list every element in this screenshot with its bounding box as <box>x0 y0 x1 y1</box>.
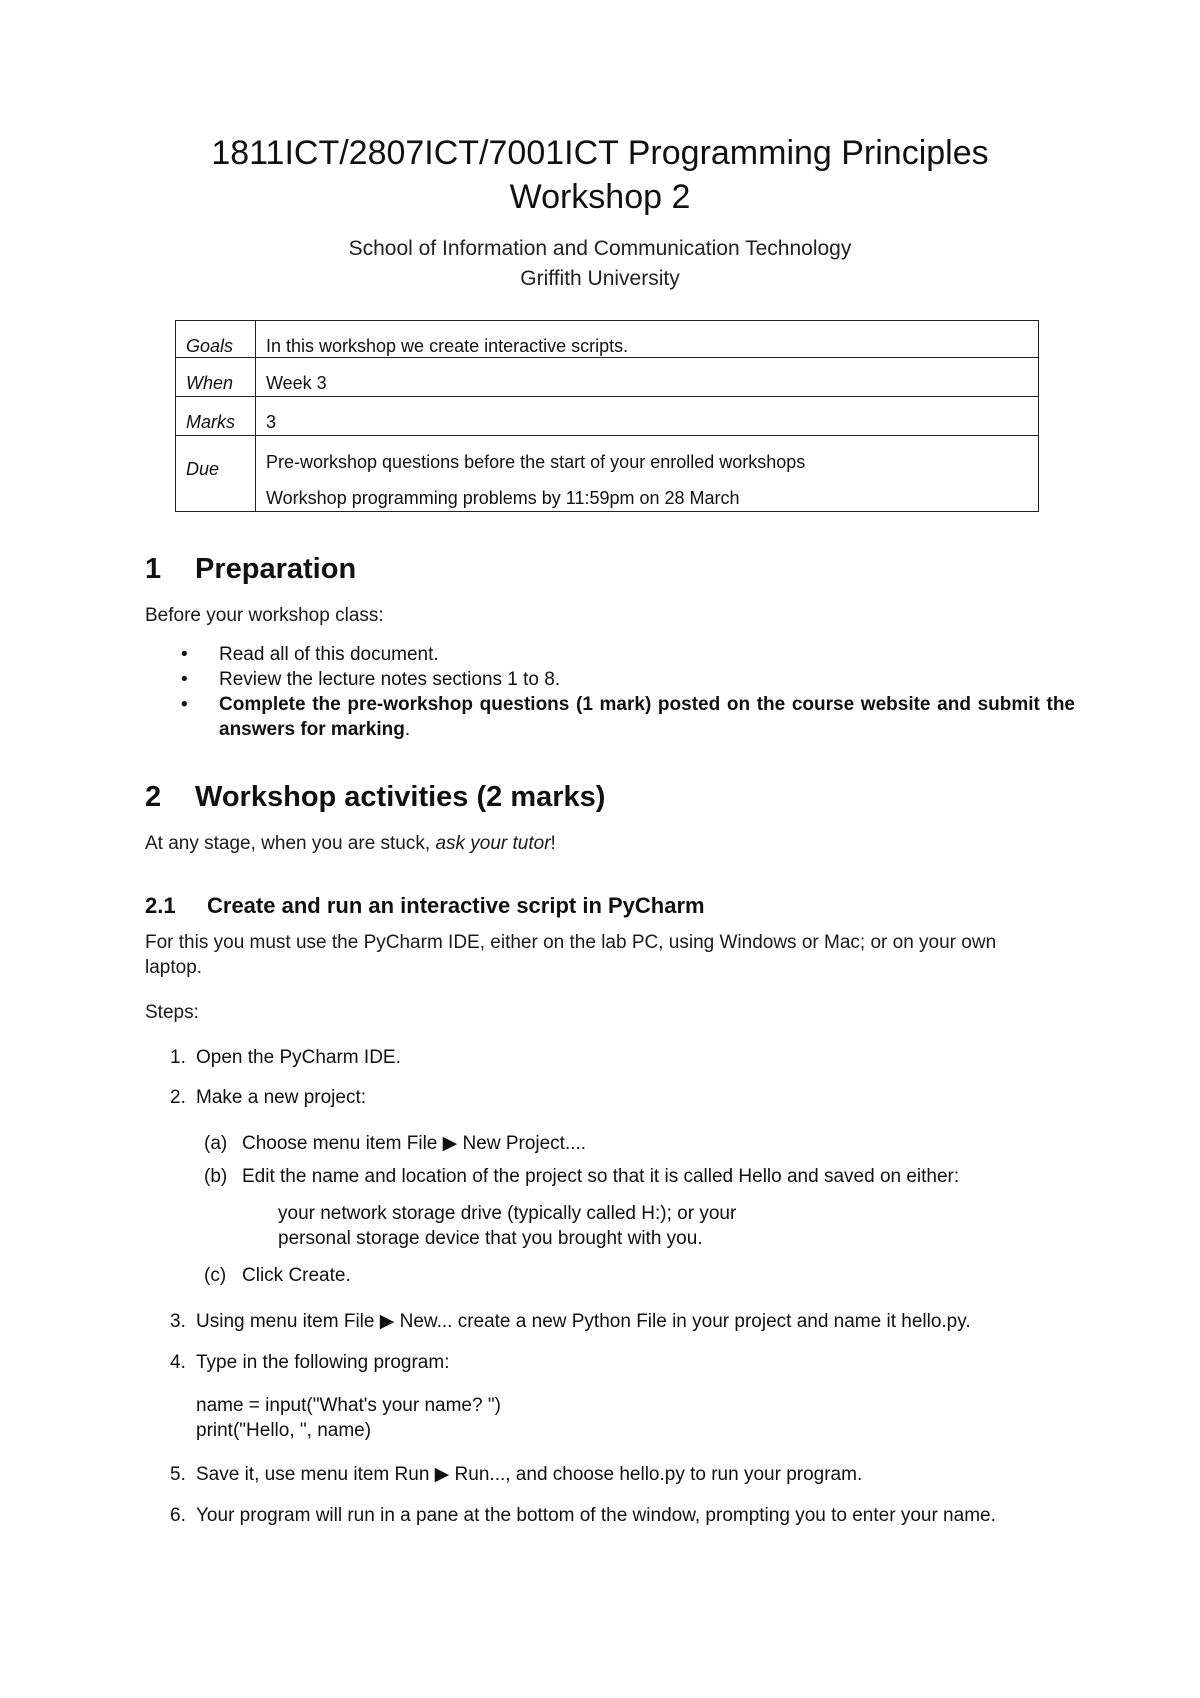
list-item <box>145 692 1075 742</box>
list-item <box>170 1350 449 1375</box>
marks-key: Marks <box>176 397 256 436</box>
activities-intro <box>145 831 1075 856</box>
substep-text: Click Create. <box>242 1265 351 1286</box>
list-item-text: Review the lecture notes sections 1 to 8. <box>219 669 561 690</box>
list-item <box>170 1503 996 1528</box>
step-text: Make a new project: <box>196 1087 367 1108</box>
list-item-text: Complete the pre-workshop questions (1 mark) posted on the course website and submit the answers for marking <box>219 694 1075 740</box>
when-key: When <box>176 358 256 397</box>
section-heading-workshop-activities <box>145 780 605 814</box>
document-title: 1811ICT/2807ICT/7001ICT Programming Principles <box>211 134 989 172</box>
code-line-1: name = input("What's your name? ") <box>196 1395 501 1416</box>
marks-value: 3 <box>256 397 1039 436</box>
step-number: 5. <box>170 1464 186 1485</box>
due-key: Due <box>176 436 256 512</box>
section-heading-preparation <box>145 552 356 586</box>
subsection-heading <box>145 892 705 920</box>
intro-suffix: ! <box>550 833 556 854</box>
step-text: Save it, use menu item Run ▶ Run..., and choose hello.py to run your program. <box>196 1464 863 1485</box>
step-number: 1. <box>170 1047 186 1068</box>
goals-value: In this workshop we create interactive scripts. <box>256 321 1039 358</box>
subsection-number: 2.1 <box>145 893 176 918</box>
code-line-2: print("Hello, ", name) <box>196 1420 372 1441</box>
pycharm-paragraph-line-2: laptop. <box>145 957 203 978</box>
list-item <box>170 1462 862 1487</box>
due-line-2: Workshop programming problems by 11:59pm on 28 March <box>266 488 740 508</box>
step-number: 4. <box>170 1352 186 1373</box>
step-text: Your program will run in a pane at the bottom of the window, prompting you to enter your name. <box>196 1505 996 1526</box>
list-item <box>145 667 1075 692</box>
substep-text: Edit the name and location of the project so that it is called Hello and saved on either: <box>242 1166 960 1187</box>
list-item <box>145 642 1075 667</box>
goals-key: Goals <box>176 321 256 358</box>
storage-option-1: your network storage drive (typically called H:); or your <box>278 1203 737 1224</box>
bullet-icon: • <box>181 644 188 665</box>
substep-text: Choose menu item File ▶ New Project.... <box>242 1133 587 1154</box>
section-title: Workshop activities (2 marks) <box>195 781 606 813</box>
due-value <box>256 436 1039 512</box>
step-number: 2. <box>170 1087 186 1108</box>
intro-text: At any stage, when you are stuck, <box>145 833 436 854</box>
list-item <box>170 1309 971 1334</box>
list-item-text: Read all of this document. <box>219 644 439 665</box>
due-line-1: Pre-workshop questions before the start of your enrolled workshops <box>266 452 806 472</box>
section-number: 2 <box>145 781 162 813</box>
bullet-icon: • <box>181 669 188 690</box>
table-row <box>176 397 1039 436</box>
preparation-list <box>145 642 1075 742</box>
step-text: Open the PyCharm IDE. <box>196 1047 401 1068</box>
substep-label: (c) <box>204 1265 227 1286</box>
preparation-intro: Before your workshop class: <box>145 605 384 626</box>
document-subtitle: Workshop 2 <box>509 178 691 216</box>
storage-option-2: personal storage device that you brought with you. <box>278 1228 703 1249</box>
list-item <box>204 1263 351 1288</box>
step-number: 3. <box>170 1311 186 1332</box>
table-row <box>176 436 1039 512</box>
list-item <box>204 1131 586 1156</box>
substep-label: (b) <box>204 1166 228 1187</box>
subsection-title: Create and run an interactive script in PyCharm <box>207 893 705 918</box>
list-item <box>170 1085 366 1110</box>
school-name: School of Information and Communication Technology <box>348 237 852 260</box>
when-value: Week 3 <box>256 358 1039 397</box>
info-table <box>175 320 1039 512</box>
table-row <box>176 358 1039 397</box>
university-name: Griffith University <box>520 267 680 290</box>
list-item-suffix: . <box>404 719 411 740</box>
section-number: 1 <box>145 553 162 585</box>
bullet-icon: • <box>181 694 188 715</box>
step-number: 6. <box>170 1505 186 1526</box>
pycharm-paragraph-line-1: For this you must use the PyCharm IDE, either on the lab PC, using Windows or Mac; or on your own <box>145 932 997 953</box>
section-title: Preparation <box>195 553 357 585</box>
intro-emphasis: ask your tutor <box>435 833 551 854</box>
steps-label: Steps: <box>145 1002 199 1023</box>
list-item <box>170 1045 401 1070</box>
table-row <box>176 321 1039 358</box>
step-text: Using menu item File ▶ New... create a new Python File in your project and name it hello.py. <box>196 1311 971 1332</box>
list-item <box>204 1164 959 1189</box>
step-text: Type in the following program: <box>196 1352 450 1373</box>
substep-label: (a) <box>204 1133 228 1154</box>
